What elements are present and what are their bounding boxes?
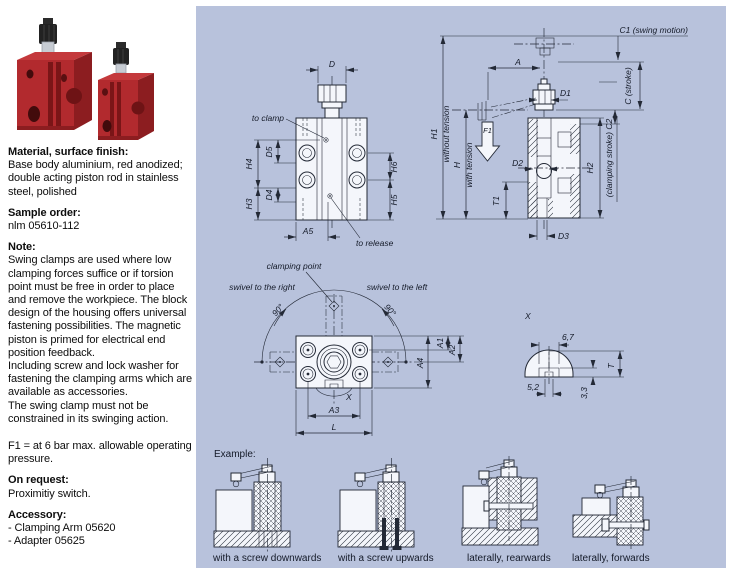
port-to-clamp-label: to clamp xyxy=(251,113,284,123)
dim-c1-label: C1 (swing motion) xyxy=(619,25,688,35)
example-caption-1: with a screw downwards xyxy=(213,553,322,564)
dim-a-label: A xyxy=(515,57,521,67)
dim-c-stroke-label: C (stroke) xyxy=(623,67,633,105)
dim-h6-label: H6 xyxy=(389,161,399,173)
dim-c2-label: (clamping stroke) C2 xyxy=(604,118,614,198)
detail-x-title: X xyxy=(525,311,531,321)
dim-a2-label: A2 xyxy=(447,344,457,356)
dim-d1-label: D1 xyxy=(560,88,571,98)
dim-d2-label: D2 xyxy=(512,158,523,168)
sample-order-value: nlm 05610-112 xyxy=(8,220,80,233)
note-heading: Note: xyxy=(8,241,36,254)
dim-d4-label: D4 xyxy=(264,189,274,201)
dim-d3-label: D3 xyxy=(558,231,569,241)
example-caption-4: laterally, forwards xyxy=(572,553,650,564)
dim-h4-label: H4 xyxy=(244,158,254,170)
swivel-left-label: swivel to the left xyxy=(366,282,428,292)
accessory-heading: Accessory: xyxy=(8,508,67,521)
example-caption-2: with a screw upwards xyxy=(338,553,434,564)
accessory-item: - Adapter 05625 xyxy=(8,535,85,548)
technical-drawing-panel xyxy=(196,6,726,568)
without-tension-label: without tension xyxy=(441,105,451,163)
dim-5-2-label: 5,2 xyxy=(527,382,539,392)
material-body: Base body aluminium, red anodized; double acting piston rod in stainless steel, polished xyxy=(8,159,183,198)
examples-heading: Example: xyxy=(214,449,256,460)
example-caption-3: laterally, rearwards xyxy=(467,553,551,564)
dim-l-label: L xyxy=(331,422,337,432)
small-clamp-photo xyxy=(98,42,154,140)
product-photo xyxy=(8,8,188,148)
f1-note: F1 = at 6 bar max. allowable operating pressure. xyxy=(8,440,192,466)
angle-left-label: 90° xyxy=(269,301,286,319)
spec-text xyxy=(8,146,194,548)
clamping-point-label: clamping point xyxy=(266,261,322,271)
large-clamp-photo xyxy=(17,18,92,130)
f1-force-label: F1 xyxy=(483,126,492,135)
dim-h3-label: H3 xyxy=(244,198,254,210)
dim-h1-label: H1 xyxy=(429,128,439,140)
with-tension-label: with tension xyxy=(464,142,474,188)
dim-a4-label: A4 xyxy=(415,357,425,369)
note-body-2: Including screw and lock washer for fastening the clamping arms which are available as accessories. xyxy=(8,360,193,399)
note-body-3: The swing clamp must not be constrained in its swinging action. xyxy=(8,399,169,425)
on-request-body: Proximitiy switch. xyxy=(8,487,91,500)
dim-a3-label: A3 xyxy=(328,405,340,415)
left-column xyxy=(0,0,196,575)
dim-h-label: H xyxy=(452,161,462,169)
dim-h2-label: H2 xyxy=(585,162,595,174)
port-to-release-label: to release xyxy=(356,238,394,248)
dim-3-3-label: 3,3 xyxy=(579,387,589,399)
note-body-1: Swing clamps are used where low clamping forces suffice or if torsion point must be free in order to place and remove the workpiece. The block design of the housing offers universal fastening possibilities. The magnetic piston is primed for electrical end position feedback. xyxy=(8,254,188,359)
material-heading: Material, surface finish: xyxy=(8,146,129,158)
dim-d-label: D xyxy=(328,59,336,69)
dim-t1-label: T1 xyxy=(491,196,501,206)
dim-6-7-label: 6,7 xyxy=(562,332,574,342)
swivel-right-label: swivel to the right xyxy=(229,282,295,292)
dim-t-label: T xyxy=(606,363,616,369)
accessory-item: - Clamping Arm 05620 xyxy=(8,522,116,535)
dim-a1-label: A1 xyxy=(435,337,445,349)
angle-right-label: 90° xyxy=(382,301,399,319)
on-request-heading: On request: xyxy=(8,474,69,487)
sample-order-heading: Sample order: xyxy=(8,206,81,219)
dim-d5-label: D5 xyxy=(264,146,274,158)
dim-a5-label: A5 xyxy=(302,226,314,236)
slot-x-label: X xyxy=(346,392,352,402)
dim-h5-label: H5 xyxy=(389,194,399,206)
